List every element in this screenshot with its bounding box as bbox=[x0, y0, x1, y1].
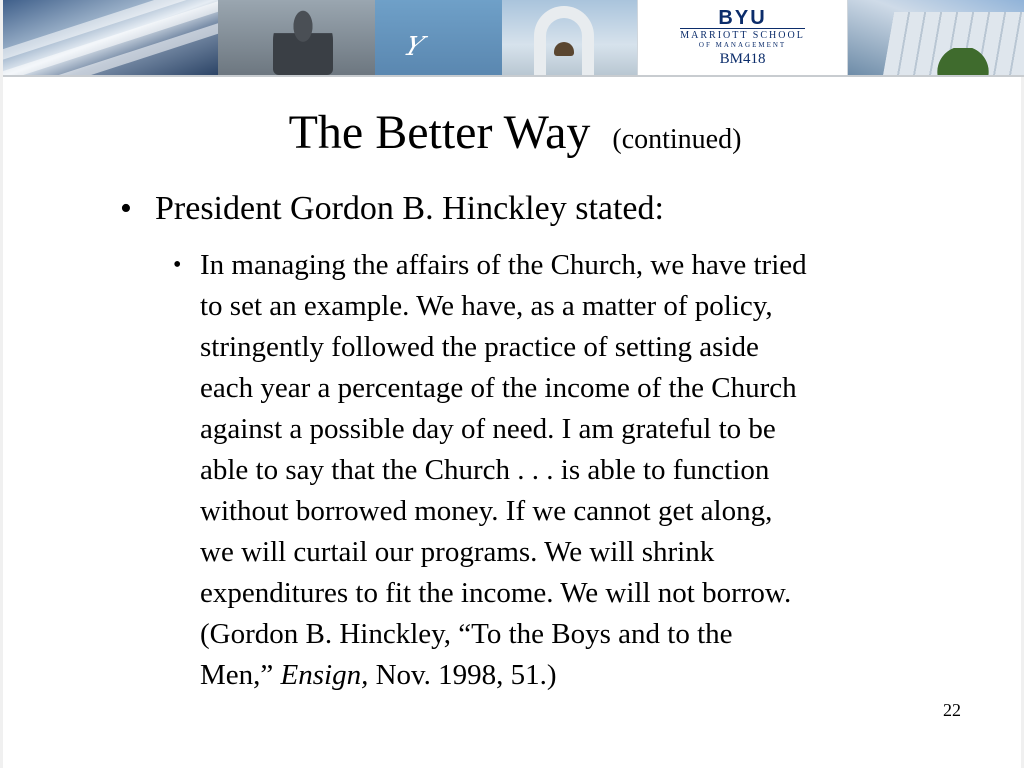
hinckley-quote bbox=[200, 245, 916, 696]
quote-line: stringently followed the practice of setting aside bbox=[200, 331, 759, 363]
course-code: BM418 bbox=[719, 50, 766, 67]
citation-text: Men,” bbox=[200, 659, 281, 691]
quote-line: we will curtail our programs. We will shrink bbox=[200, 536, 715, 568]
banner-photo-building-trees bbox=[848, 0, 1024, 75]
quote-line: (Gordon B. Hinckley, “To the Boys and to the bbox=[200, 618, 733, 650]
logo-management-text: OF MANAGEMENT bbox=[698, 40, 787, 49]
citation-publication: Ensign, bbox=[280, 659, 369, 691]
bell-icon bbox=[554, 42, 574, 56]
quote-line: each year a percentage of the income of the Church bbox=[200, 372, 797, 404]
bullet-text-intro: President Gordon B. Hinckley stated: bbox=[155, 190, 664, 227]
banner-photo-y-mountain: Y bbox=[375, 0, 502, 75]
slide-title bbox=[3, 105, 1024, 160]
slide-title-main: The Better Way bbox=[288, 106, 591, 159]
quote-citation-line bbox=[200, 655, 916, 696]
bullet-marker: • bbox=[173, 252, 182, 278]
logo-byu-text: BYU bbox=[718, 6, 767, 29]
header-banner bbox=[3, 0, 1024, 77]
citation-date: Nov. 1998, 51.) bbox=[368, 659, 557, 691]
quote-line: without borrowed money. If we cannot get along, bbox=[200, 495, 773, 527]
quote-line: able to say that the Church . . . is able to function bbox=[200, 454, 770, 486]
logo-school-text: MARRIOTT SCHOOL bbox=[680, 29, 805, 41]
banner-photo-bell-arch bbox=[502, 0, 637, 75]
byu-marriott-logo bbox=[637, 0, 849, 75]
quote-line: against a possible day of need. I am grateful to be bbox=[200, 413, 776, 445]
slide-title-continued: (continued) bbox=[612, 124, 742, 155]
slide-number: 22 bbox=[943, 700, 961, 720]
quote-line: expenditures to fit the income. We will not borrow. bbox=[200, 577, 792, 609]
banner-photo-building-glass bbox=[3, 0, 218, 75]
quote-line: to set an example. We have, as a matter of policy, bbox=[200, 290, 773, 322]
quote-line: In managing the affairs of the Church, we have tried bbox=[200, 249, 807, 281]
banner-photo-statue bbox=[218, 0, 376, 75]
bullet-marker: • bbox=[120, 190, 132, 227]
